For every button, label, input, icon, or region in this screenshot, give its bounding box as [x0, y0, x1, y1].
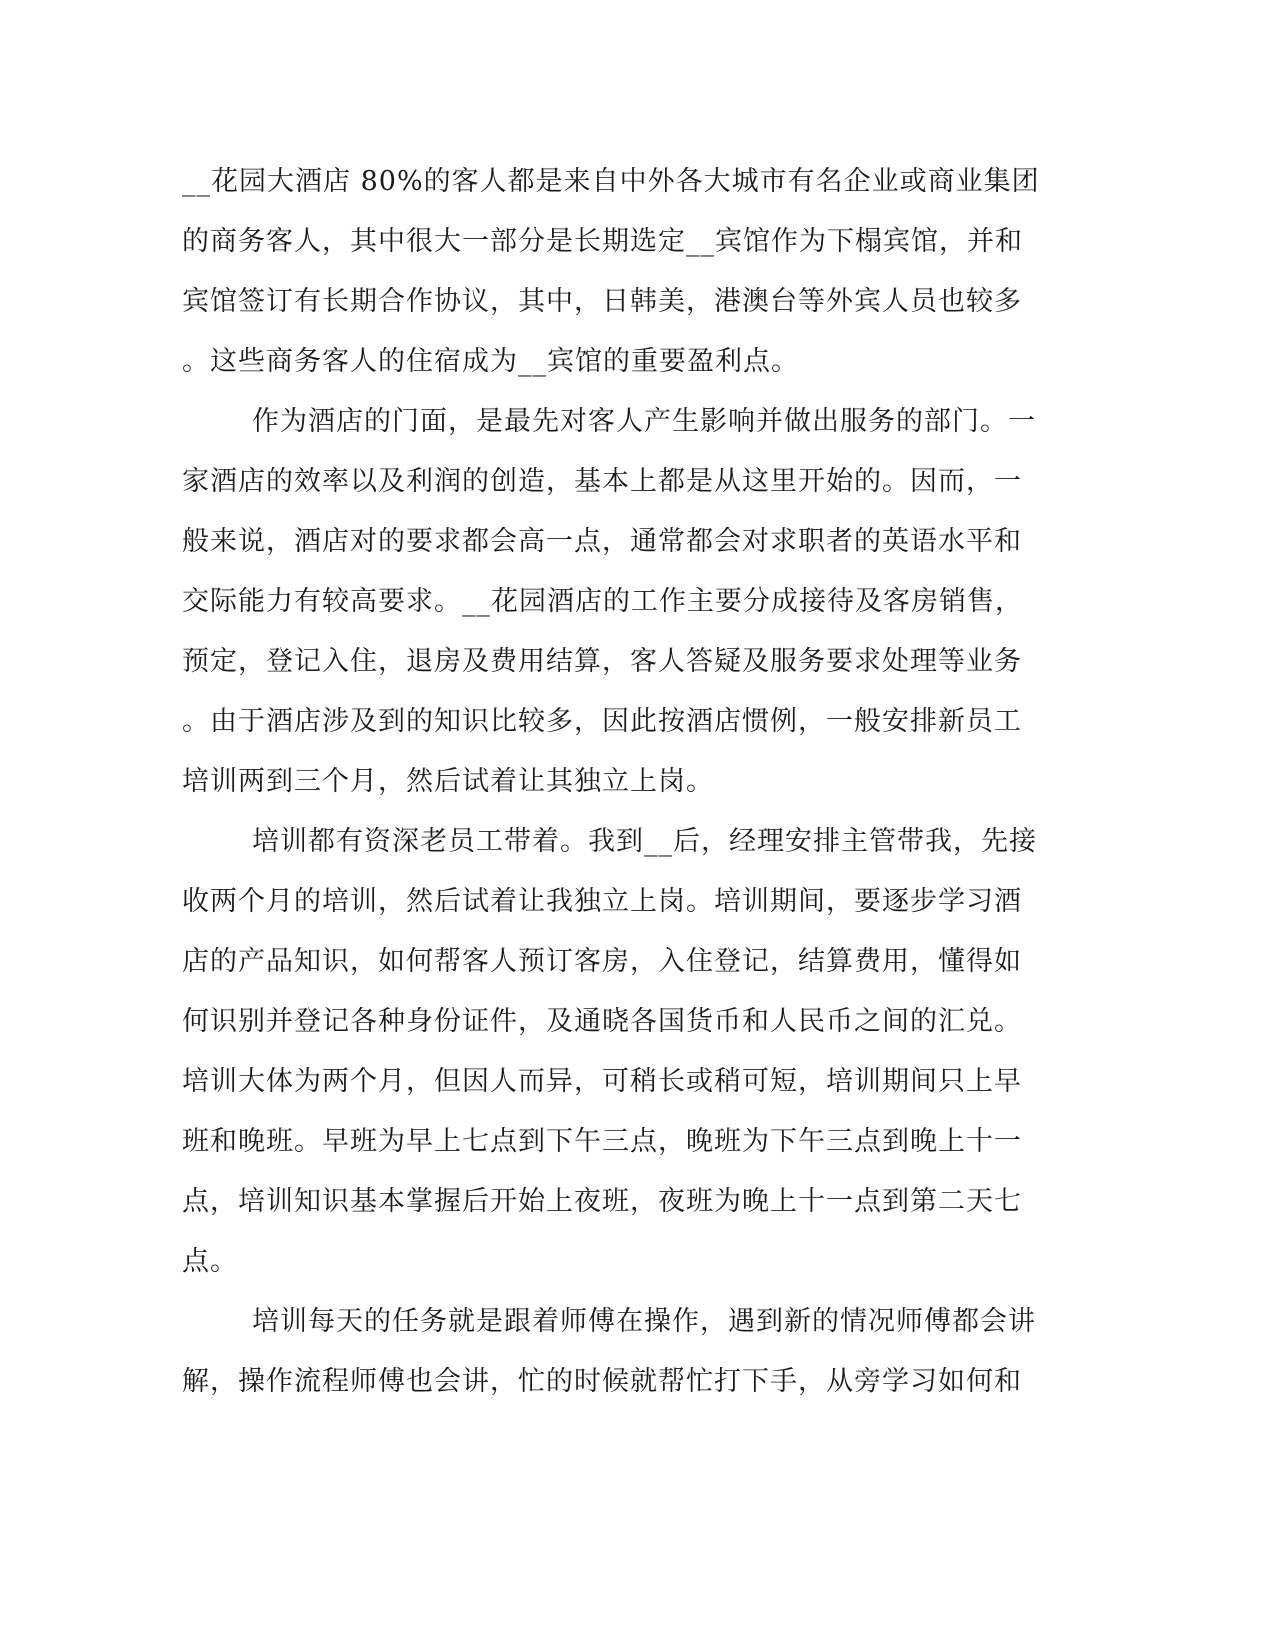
text-line: 培训大体为两个月，但因人而异，可稍长或稍可短，培训期间只上早: [182, 1066, 1022, 1097]
text-line: 收两个月的培训，然后试着让我独立上岗。培训期间，要逐步学习酒: [182, 886, 1022, 917]
text-line: 何识别并登记各种身份证件，及通晓各国货币和人民币之间的汇兑。: [182, 1006, 1022, 1037]
text-line: 交际能力有较高要求。__花园酒店的工作主要分成接待及客房销售，: [182, 586, 1023, 617]
text-line: 店的产品知识，如何帮客人预订客房，入住登记，结算费用，懂得如: [182, 946, 1022, 977]
paragraph-4: [182, 1292, 1036, 1412]
text-line: 般来说，酒店对的要求都会高一点，通常都会对求职者的英语水平和: [182, 526, 1022, 557]
text-line: 预定，登记入住，退房及费用结算，客人答疑及服务要求处理等业务: [182, 646, 1022, 677]
document-body: [182, 152, 1040, 1412]
paragraph-2: [182, 392, 1036, 812]
text-line: 家酒店的效率以及利润的创造，基本上都是从这里开始的。因而，一: [182, 466, 1022, 497]
text-line: 点，培训知识基本掌握后开始上夜班，夜班为晚上十一点到第二天七: [182, 1186, 1022, 1217]
text-line: __花园大酒店 80%的客人都是来自中外各大城市有名企业或商业集团: [182, 166, 1040, 197]
text-line: 。这些商务客人的住宿成为__宾馆的重要盈利点。: [182, 346, 799, 377]
text-line: 培训两到三个月，然后试着让其独立上岗。: [182, 766, 714, 797]
text-line: 点。: [182, 1246, 238, 1277]
text-line: 宾馆签订有长期合作协议，其中，日韩美，港澳台等外宾人员也较多: [182, 286, 1022, 317]
text-line: 解，操作流程师傅也会讲，忙的时候就帮忙打下手，从旁学习如何和: [182, 1366, 1022, 1397]
text-line: 培训每天的任务就是跟着师傅在操作，遇到新的情况师傅都会讲: [252, 1306, 1036, 1337]
text-line: 培训都有资深老员工带着。我到__后，经理安排主管带我，先接: [252, 826, 1037, 857]
text-line: 的商务客人，其中很大一部分是长期选定__宾馆作为下榻宾馆，并和: [182, 226, 1023, 257]
paragraph-3: [182, 812, 1037, 1292]
text-line: 班和晚班。早班为早上七点到下午三点，晚班为下午三点到晚上十一: [182, 1126, 1022, 1157]
paragraph-1: [182, 152, 1040, 392]
text-line: 。由于酒店涉及到的知识比较多，因此按酒店惯例，一般安排新员工: [182, 706, 1022, 737]
text-line: 作为酒店的门面，是最先对客人产生影响并做出服务的部门。一: [252, 406, 1036, 437]
